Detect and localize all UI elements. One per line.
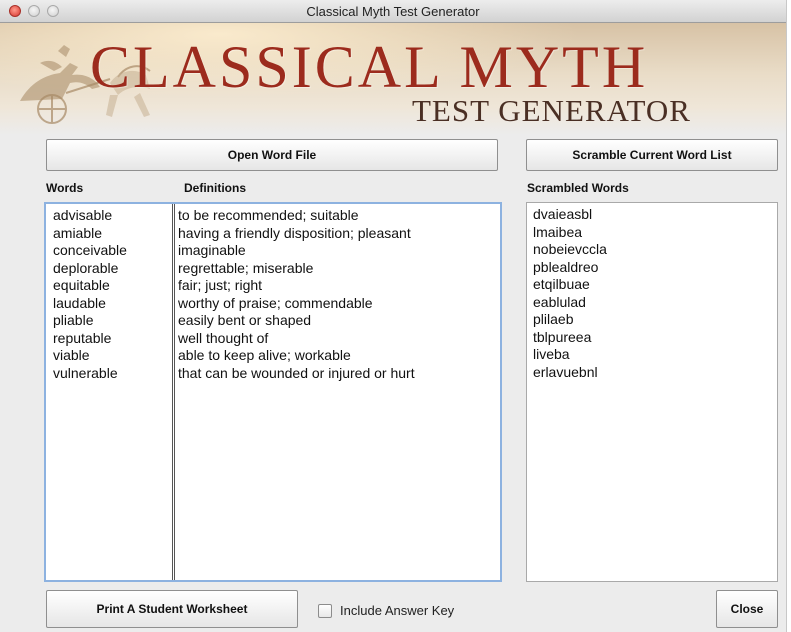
scrambled-words-header: Scrambled Words — [527, 181, 629, 195]
word-item[interactable]: deplorable — [53, 259, 119, 276]
word-item[interactable]: pliable — [53, 312, 94, 328]
definition-item[interactable]: regrettable; miserable — [178, 259, 314, 276]
words-header: Words — [46, 181, 84, 195]
close-button[interactable]: Close — [716, 590, 778, 628]
words-column — [53, 207, 127, 382]
scrambled-word-item[interactable]: pblealdreo — [533, 258, 599, 275]
print-worksheet-button[interactable]: Print A Student Worksheet — [46, 590, 298, 628]
definition-item[interactable]: able to keep alive; workable — [178, 347, 351, 363]
title-bar[interactable] — [0, 0, 786, 23]
definition-item[interactable]: easily bent or shaped — [178, 312, 312, 328]
column-divider[interactable] — [172, 204, 175, 580]
definition-item[interactable]: imaginable — [178, 242, 246, 258]
word-item[interactable]: amiable — [53, 224, 103, 241]
word-item[interactable]: laudable — [53, 294, 106, 311]
definitions-header: Definitions — [184, 181, 246, 195]
banner-subtitle: TEST GENERATOR — [412, 93, 691, 128]
scramble-word-list-button[interactable]: Scramble Current Word List — [526, 139, 778, 171]
word-definition-list[interactable] — [44, 202, 502, 582]
definition-item[interactable]: to be recommended; suitable — [178, 207, 359, 223]
scrambled-word-item[interactable]: etqilbuae — [533, 276, 590, 292]
word-item[interactable]: reputable — [53, 329, 112, 346]
scrambled-column — [533, 206, 607, 381]
include-answer-key-checkbox[interactable] — [318, 604, 332, 618]
scrambled-word-item[interactable]: liveba — [533, 346, 570, 362]
scrambled-word-item[interactable]: plilaeb — [533, 311, 574, 327]
scrambled-word-item[interactable]: dvaieasbl — [533, 206, 593, 222]
open-word-file-button[interactable]: Open Word File — [46, 139, 498, 171]
scrambled-word-item[interactable]: eablulad — [533, 293, 586, 310]
window-title: Classical Myth Test Generator — [306, 4, 480, 19]
definition-item[interactable]: fair; just; right — [178, 277, 263, 293]
definition-item[interactable]: worthy of praise; commendable — [178, 294, 373, 311]
scrambled-words-list[interactable] — [526, 202, 778, 582]
word-item[interactable]: conceivable — [53, 242, 127, 258]
definition-item[interactable]: that can be wounded or injured or hurt — [178, 364, 415, 381]
definition-item[interactable]: well thought of — [178, 329, 269, 346]
include-answer-key-label[interactable]: Include Answer Key — [340, 603, 455, 618]
scrambled-word-item[interactable]: lmaibea — [533, 223, 583, 240]
scrambled-word-item[interactable]: tblpureea — [533, 328, 592, 345]
word-item[interactable]: vulnerable — [53, 364, 118, 381]
word-item[interactable]: equitable — [53, 277, 110, 293]
definitions-column — [178, 207, 415, 382]
scrambled-word-item[interactable]: nobeievccla — [533, 241, 607, 257]
word-item[interactable]: viable — [53, 347, 90, 363]
banner-title: CLASSICAL MYTH — [90, 34, 649, 100]
scrambled-word-item[interactable]: erlavuebnl — [533, 363, 598, 380]
word-item[interactable]: advisable — [53, 207, 113, 223]
definition-item[interactable]: having a friendly disposition; pleasant — [178, 224, 411, 241]
banner — [0, 23, 786, 135]
